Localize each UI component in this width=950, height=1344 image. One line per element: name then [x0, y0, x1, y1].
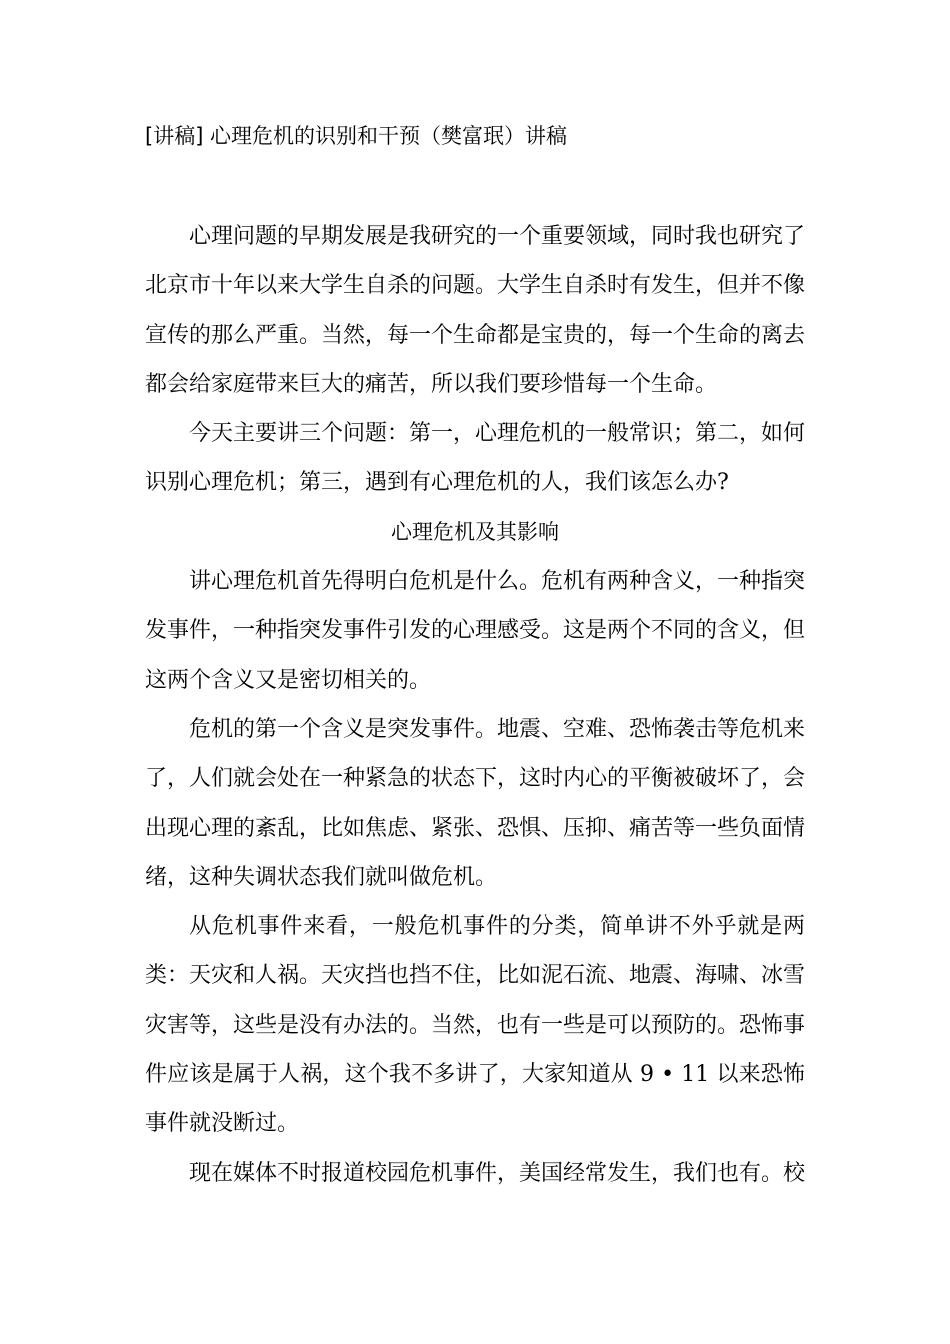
section-heading: 心理危机及其影响	[391, 519, 559, 544]
paragraph-campus-crisis: 现在媒体不时报道校园危机事件，美国经常发生，我们也有。校	[189, 1160, 806, 1186]
paragraph-intro: 心理问题的早期发展是我研究的一个重要领域，同时我也研究了北京市十年以来大学生自杀的问题。大学生自杀时有发生，但并不像宣传的那么严重。当然，每一个生命都是宝贵的，每一个生命的离去都会给家庭带来巨大的痛苦，所以我们要珍惜每一个生命。	[145, 224, 806, 397]
paragraph-crisis-first-meaning: 危机的第一个含义是突发事件。地震、空难、恐怖袭击等危机来了，人们就会处在一种紧急的状态下，这时内心的平衡被破坏了，会出现心理的紊乱，比如焦虑、紧张、恐惧、压抑、痛苦等一些负面情绪，这种失调状态我们就叫做危机。	[145, 716, 806, 890]
paragraph-crisis-types: 从危机事件来看，一般危机事件的分类，简单讲不外乎就是两类：天灾和人祸。天灾挡也挡不住，比如泥石流、地震、海啸、冰雪灾害等，这些是没有办法的。当然，也有一些是可以预防的。恐怖事件应该是属于人祸，这个我不多讲了，大家知道从 9 • 11 以来恐怖事件就没断过。	[145, 914, 806, 1137]
paragraph-crisis-definition: 讲心理危机首先得明白危机是什么。危机有两种含义，一种指突发事件，一种指突发事件引发的心理感受。这是两个不同的含义，但这两个含义又是密切相关的。	[145, 569, 806, 693]
document-title: [讲稿] 心理危机的识别和干预（樊富珉）讲稿	[145, 124, 568, 148]
paragraph-outline: 今天主要讲三个问题：第一，心理危机的一般常识；第二，如何识别心理危机；第三，遇到有心理危机的人，我们该怎么办?	[145, 421, 806, 496]
document-body	[145, 212, 805, 1198]
